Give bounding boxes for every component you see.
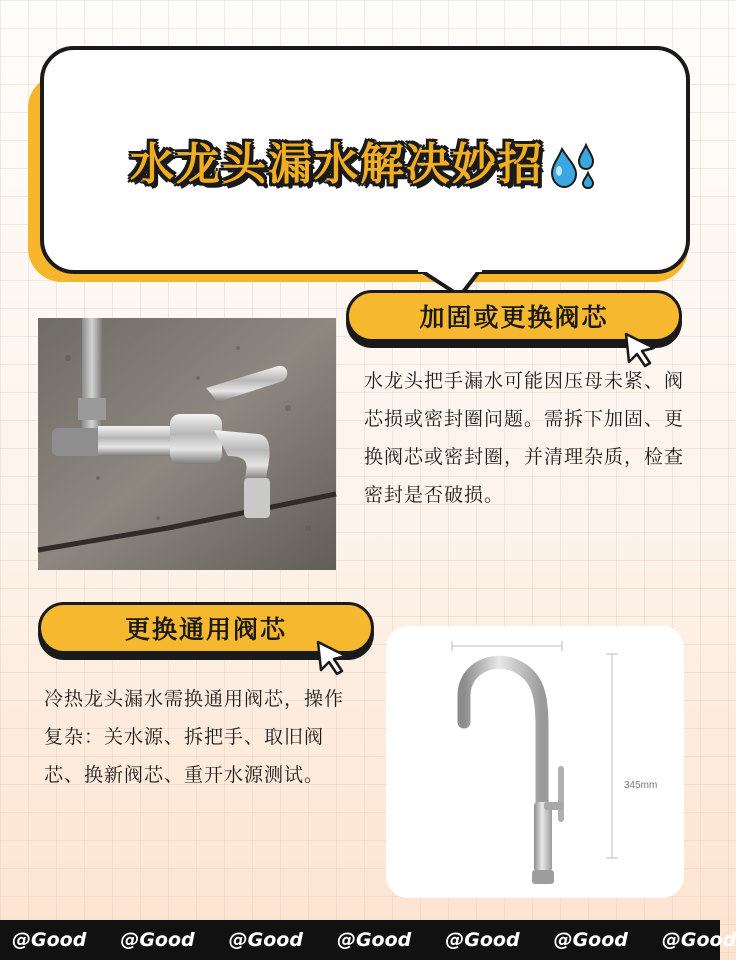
section1-body-text: 水龙头把手漏水可能因压母未紧、阀芯损或密封圈问题。需拆下加固、更换阀芯或密封圈，并清理杂质，检查密封是否破损。 — [364, 370, 685, 506]
section2-body-text: 冷热龙头漏水需换通用阀芯，操作复杂：关水源、拆把手、取旧阀芯、换新阀芯、重开水源测试。 — [44, 688, 345, 786]
section2-pill-label: 更换通用阀芯 — [124, 615, 287, 644]
section1-pill-label: 加固或更换阀芯 — [419, 303, 609, 332]
watermark-text: @Good — [12, 929, 87, 951]
wall-faucet-photo — [38, 318, 336, 570]
watermark-text: @Good — [445, 929, 520, 951]
watermark-text: @Good — [661, 929, 736, 951]
watermark-text: @Good — [553, 929, 628, 951]
kitchen-faucet-photo — [386, 626, 684, 898]
watermark-text: @Good — [120, 929, 195, 951]
watermark-text: @Good — [336, 929, 412, 951]
dimension-label: 345mm — [624, 780, 658, 791]
water-drops-icon — [548, 143, 600, 191]
cursor-icon — [312, 638, 352, 678]
page-title — [40, 128, 690, 192]
footer-watermark-strip — [0, 920, 736, 960]
watermark-text: @Good — [228, 929, 303, 951]
page-title-text: 水龙头漏水解决妙招 — [130, 139, 544, 190]
